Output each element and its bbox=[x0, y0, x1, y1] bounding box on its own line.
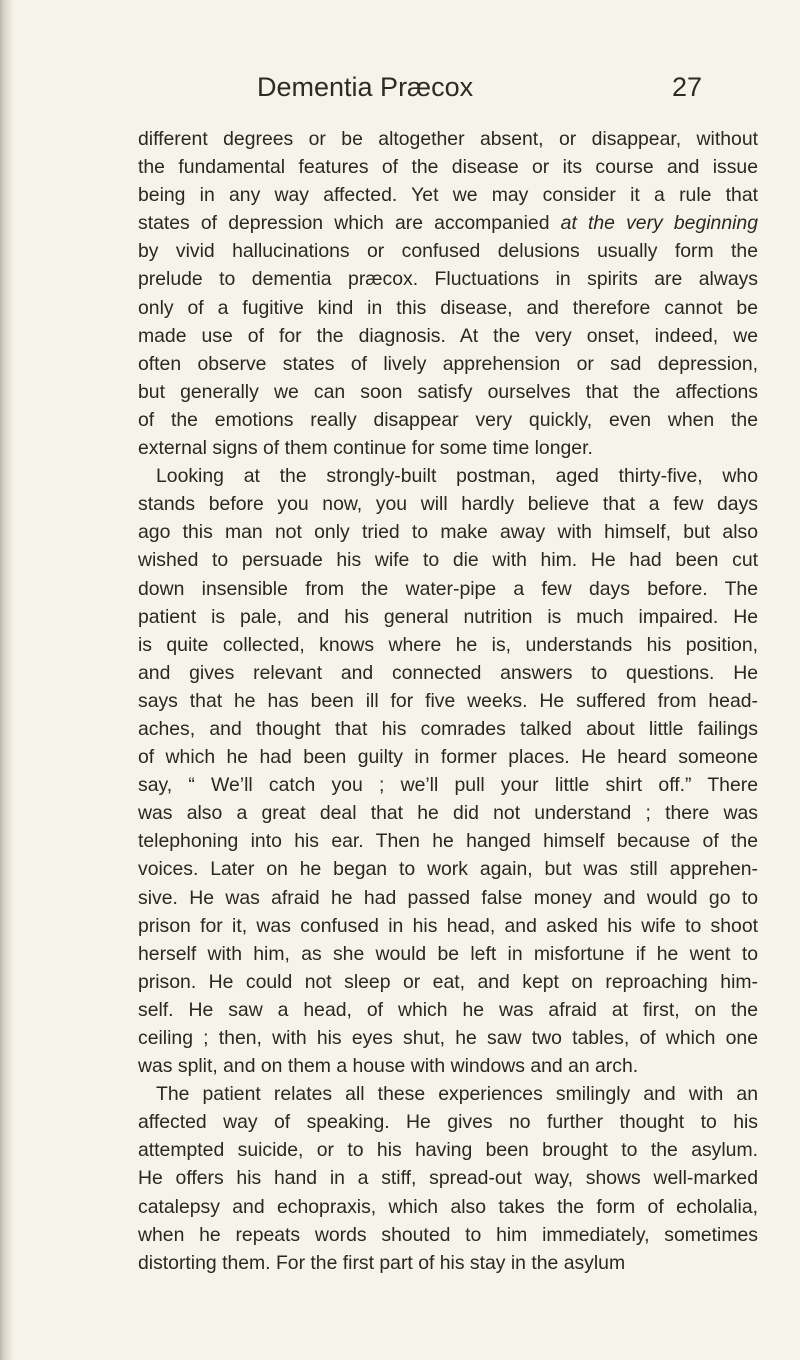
page-number: 27 bbox=[672, 72, 703, 102]
text-line: and gives relevant and connected answers to questions. He bbox=[138, 661, 758, 684]
italic-phrase: at the very beginning bbox=[560, 212, 758, 235]
text-line: self. He saw a head, of which he was afraid at first, on the bbox=[138, 998, 758, 1021]
paragraph bbox=[138, 125, 758, 462]
text-line: attempted suicide, or to his having been brought to the asylum. bbox=[138, 1139, 758, 1162]
text-line: made use of for the diagnosis. At the very onset, indeed, we bbox=[138, 324, 758, 347]
body-text bbox=[138, 125, 758, 1277]
text-line: sive. He was afraid he had passed false money and would go to bbox=[138, 886, 758, 909]
text-line: wished to persuade his wife to die with him. He had been cut bbox=[138, 549, 758, 572]
text-line: He offers his hand in a stiff, spread-out way, shows well-marked bbox=[138, 1167, 758, 1190]
text-line: Looking at the strongly-built postman, aged thirty-five, who bbox=[156, 465, 758, 488]
text-line: of which he had been guilty in former places. He heard someone bbox=[138, 746, 758, 769]
text-line: voices. Later on he began to work again, but was still apprehen- bbox=[138, 858, 758, 881]
text-line: prison. He could not sleep or eat, and kept on reproaching him- bbox=[138, 970, 758, 993]
text-line: being in any way affected. Yet we may consider it a rule that bbox=[138, 184, 758, 207]
text-line: distorting them. For the first part of his stay in the asylum bbox=[138, 1251, 626, 1274]
text-line: catalepsy and echopraxis, which also takes the form of echolalia, bbox=[138, 1195, 758, 1218]
text-line: is quite collected, knows where he is, understands his position, bbox=[138, 633, 758, 656]
text-line: The patient relates all these experiences smilingly and with an bbox=[156, 1083, 758, 1106]
text-line: by vivid hallucinations or confused delusions usually form the bbox=[138, 240, 758, 263]
text-line: but generally we can soon satisfy ourselves that the affections bbox=[138, 380, 758, 403]
text-line: say, “ We’ll catch you ; we’ll pull your little shirt off.” There bbox=[138, 774, 758, 797]
text-line: down insensible from the water-pipe a few days before. The bbox=[138, 577, 758, 600]
text-line: prison for it, was confused in his head, and asked his wife to shoot bbox=[138, 914, 758, 937]
text-line: says that he has been ill for five weeks. He suffered from head- bbox=[138, 689, 758, 712]
running-header bbox=[257, 72, 717, 112]
text-line: when he repeats words shouted to him immediately, sometimes bbox=[138, 1223, 758, 1246]
text-line: ago this man not only tried to make away with himself, but also bbox=[138, 521, 758, 544]
text-line: states of depression which are accompanied at the very beginning bbox=[138, 212, 758, 235]
text-line: prelude to dementia præcox. Fluctuations in spirits are always bbox=[138, 268, 758, 291]
text-line: was split, and on them a house with windows and an arch. bbox=[138, 1055, 639, 1078]
text-line: different degrees or be altogether absent, or disappear, without bbox=[138, 128, 758, 150]
binding-edge bbox=[0, 0, 14, 1360]
paragraph bbox=[138, 462, 758, 1080]
text-line: often observe states of lively apprehension or sad depression, bbox=[138, 352, 758, 375]
text-line: only of a fugitive kind in this disease, and therefore cannot be bbox=[138, 296, 758, 319]
text-line: stands before you now, you will hardly believe that a few days bbox=[138, 493, 758, 516]
text-line: of the emotions really disappear very quickly, even when the bbox=[138, 408, 758, 431]
text-line: aches, and thought that his comrades talked about little failings bbox=[138, 717, 758, 740]
text-line: ceiling ; then, with his eyes shut, he saw two tables, of which one bbox=[138, 1027, 758, 1049]
running-title: Dementia Præcox bbox=[257, 72, 474, 102]
text-line: was also a great deal that he did not understand ; there was bbox=[138, 802, 758, 825]
text-line: herself with him, as she would be left in misfortune if he went to bbox=[138, 942, 758, 965]
text-line: affected way of speaking. He gives no further thought to his bbox=[138, 1111, 758, 1134]
text-line: telephoning into his ear. Then he hanged himself because of the bbox=[138, 830, 758, 853]
paragraph bbox=[138, 1080, 758, 1277]
text-line: patient is pale, and his general nutrition is much impaired. He bbox=[138, 605, 758, 628]
text-line: the fundamental features of the disease or its course and issue bbox=[138, 156, 758, 179]
text-line: external signs of them continue for some time longer. bbox=[138, 437, 593, 460]
